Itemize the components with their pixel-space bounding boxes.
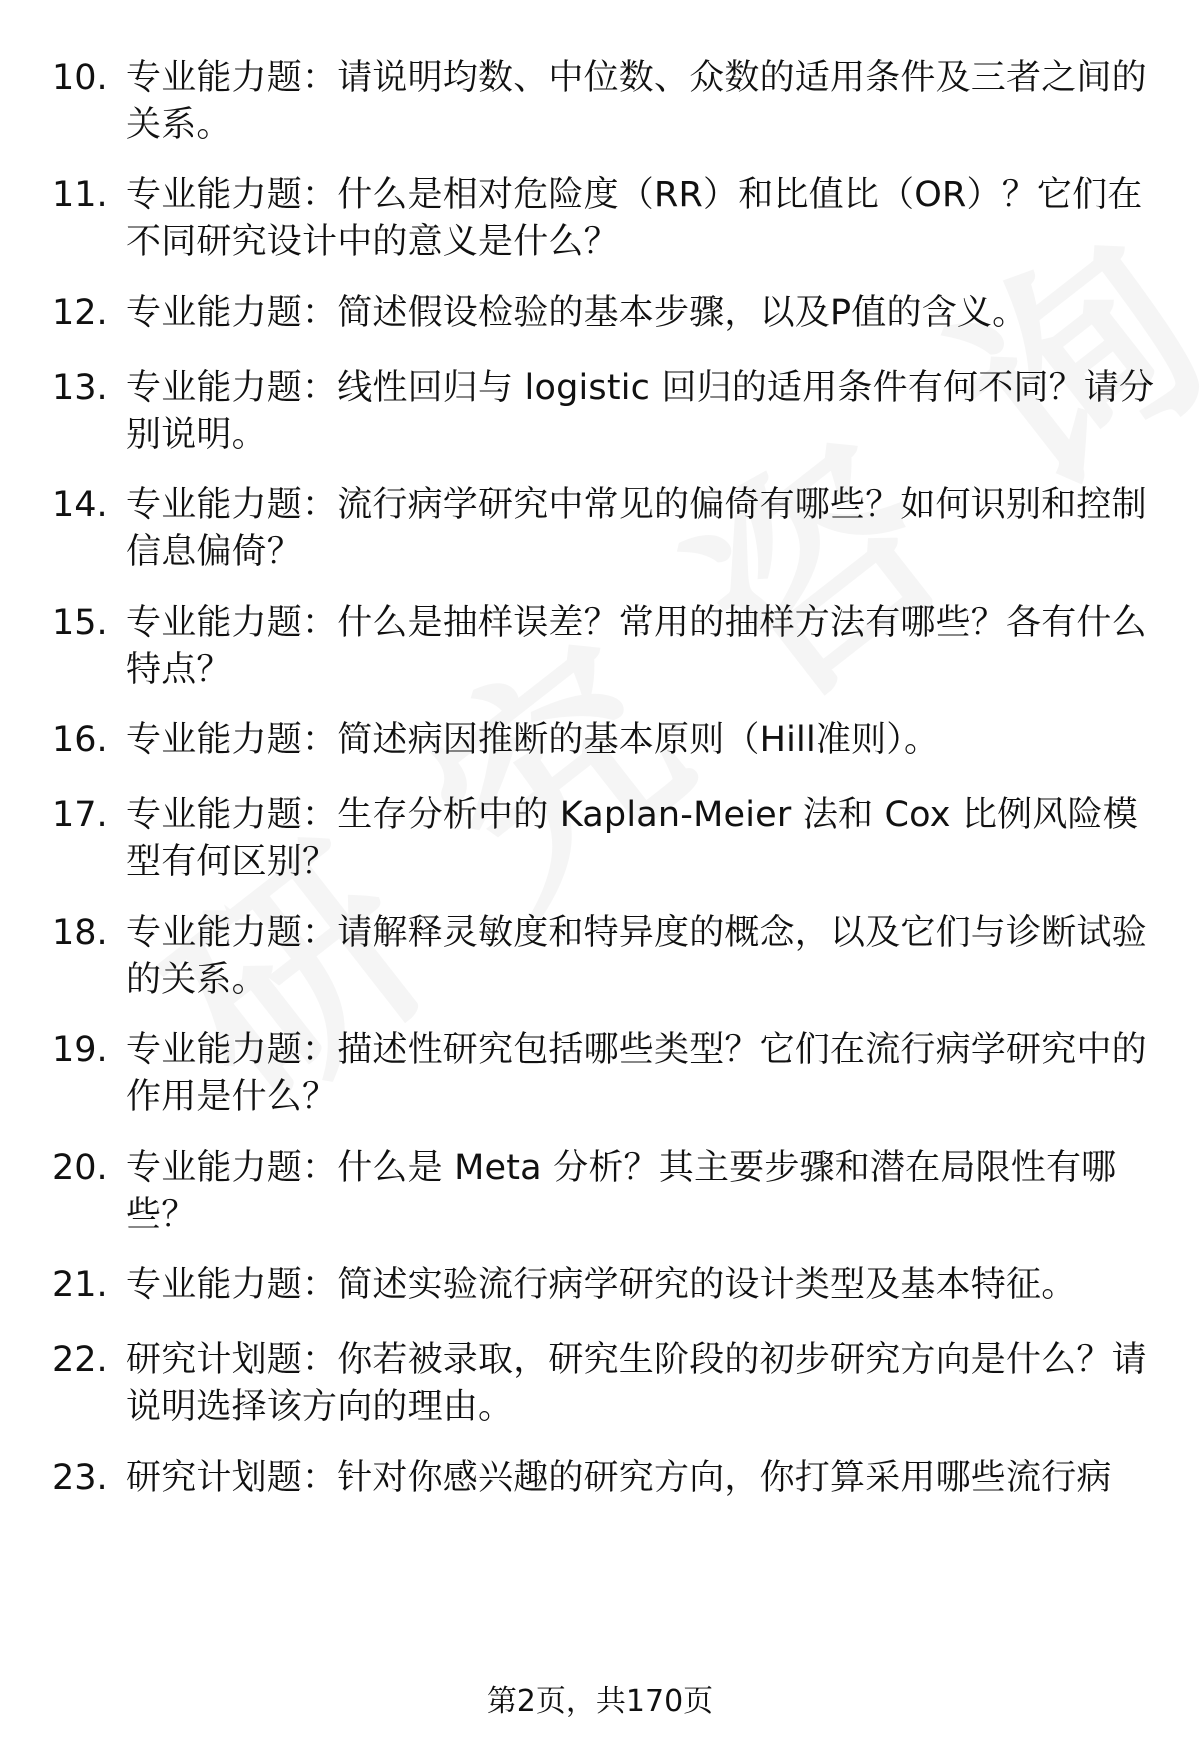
question-number: 15. (52, 603, 108, 643)
question-number: 17. (52, 795, 108, 835)
question-text: 专业能力题：请说明均数、中位数、众数的适用条件及三者之间的关系。 (126, 58, 1147, 145)
question-number: 10. (52, 58, 108, 98)
question-text: 专业能力题：什么是 Meta 分析？其主要步骤和潜在局限性有哪些？ (126, 1148, 1117, 1235)
page-footer: 第2页，共170页 (486, 1684, 714, 1719)
question-text: 研究计划题：你若被录取，研究生阶段的初步研究方向是什么？请说明选择该方向的理由。 (126, 1340, 1147, 1427)
question-text: 研究计划题：针对你感兴趣的研究方向，你打算采用哪些流行病 (126, 1458, 1112, 1498)
question-number: 23. (52, 1458, 108, 1498)
question-number: 21. (52, 1265, 108, 1305)
question-number: 14. (52, 485, 108, 525)
question-text: 专业能力题：什么是抽样误差？常用的抽样方法有哪些？各有什么特点？ (126, 603, 1147, 690)
question-number: 20. (52, 1148, 108, 1188)
question-number: 18. (52, 913, 108, 953)
question-text: 专业能力题：线性回归与 logistic 回归的适用条件有何不同？请分别说明。 (126, 368, 1155, 455)
question-number: 22. (52, 1340, 108, 1380)
question-number: 16. (52, 720, 108, 760)
question-text: 专业能力题：请解释灵敏度和特异度的概念，以及它们与诊断试验的关系。 (126, 913, 1147, 1000)
question-text: 专业能力题：描述性研究包括哪些类型？它们在流行病学研究中的作用是什么？ (126, 1030, 1147, 1117)
question-text: 专业能力题：生存分析中的 Kaplan-Meier 法和 Cox 比例风险模型有何区别？ (126, 795, 1138, 882)
question-number: 11. (52, 175, 108, 215)
question-text: 专业能力题：什么是相对危险度（RR）和比值比（OR）？它们在不同研究设计中的意义是什么？ (126, 175, 1143, 262)
question-number: 12. (52, 293, 108, 333)
question-number: 13. (52, 368, 108, 408)
question-text: 专业能力题：简述病因推断的基本原则（Hill准则）。 (126, 720, 940, 760)
question-text: 专业能力题：简述实验流行病学研究的设计类型及基本特征。 (126, 1265, 1077, 1305)
question-number: 19. (52, 1030, 108, 1070)
question-text: 专业能力题：流行病学研究中常见的偏倚有哪些？如何识别和控制信息偏倚？ (126, 485, 1147, 572)
question-text: 专业能力题：简述假设检验的基本步骤，以及P值的含义。 (126, 293, 1028, 333)
